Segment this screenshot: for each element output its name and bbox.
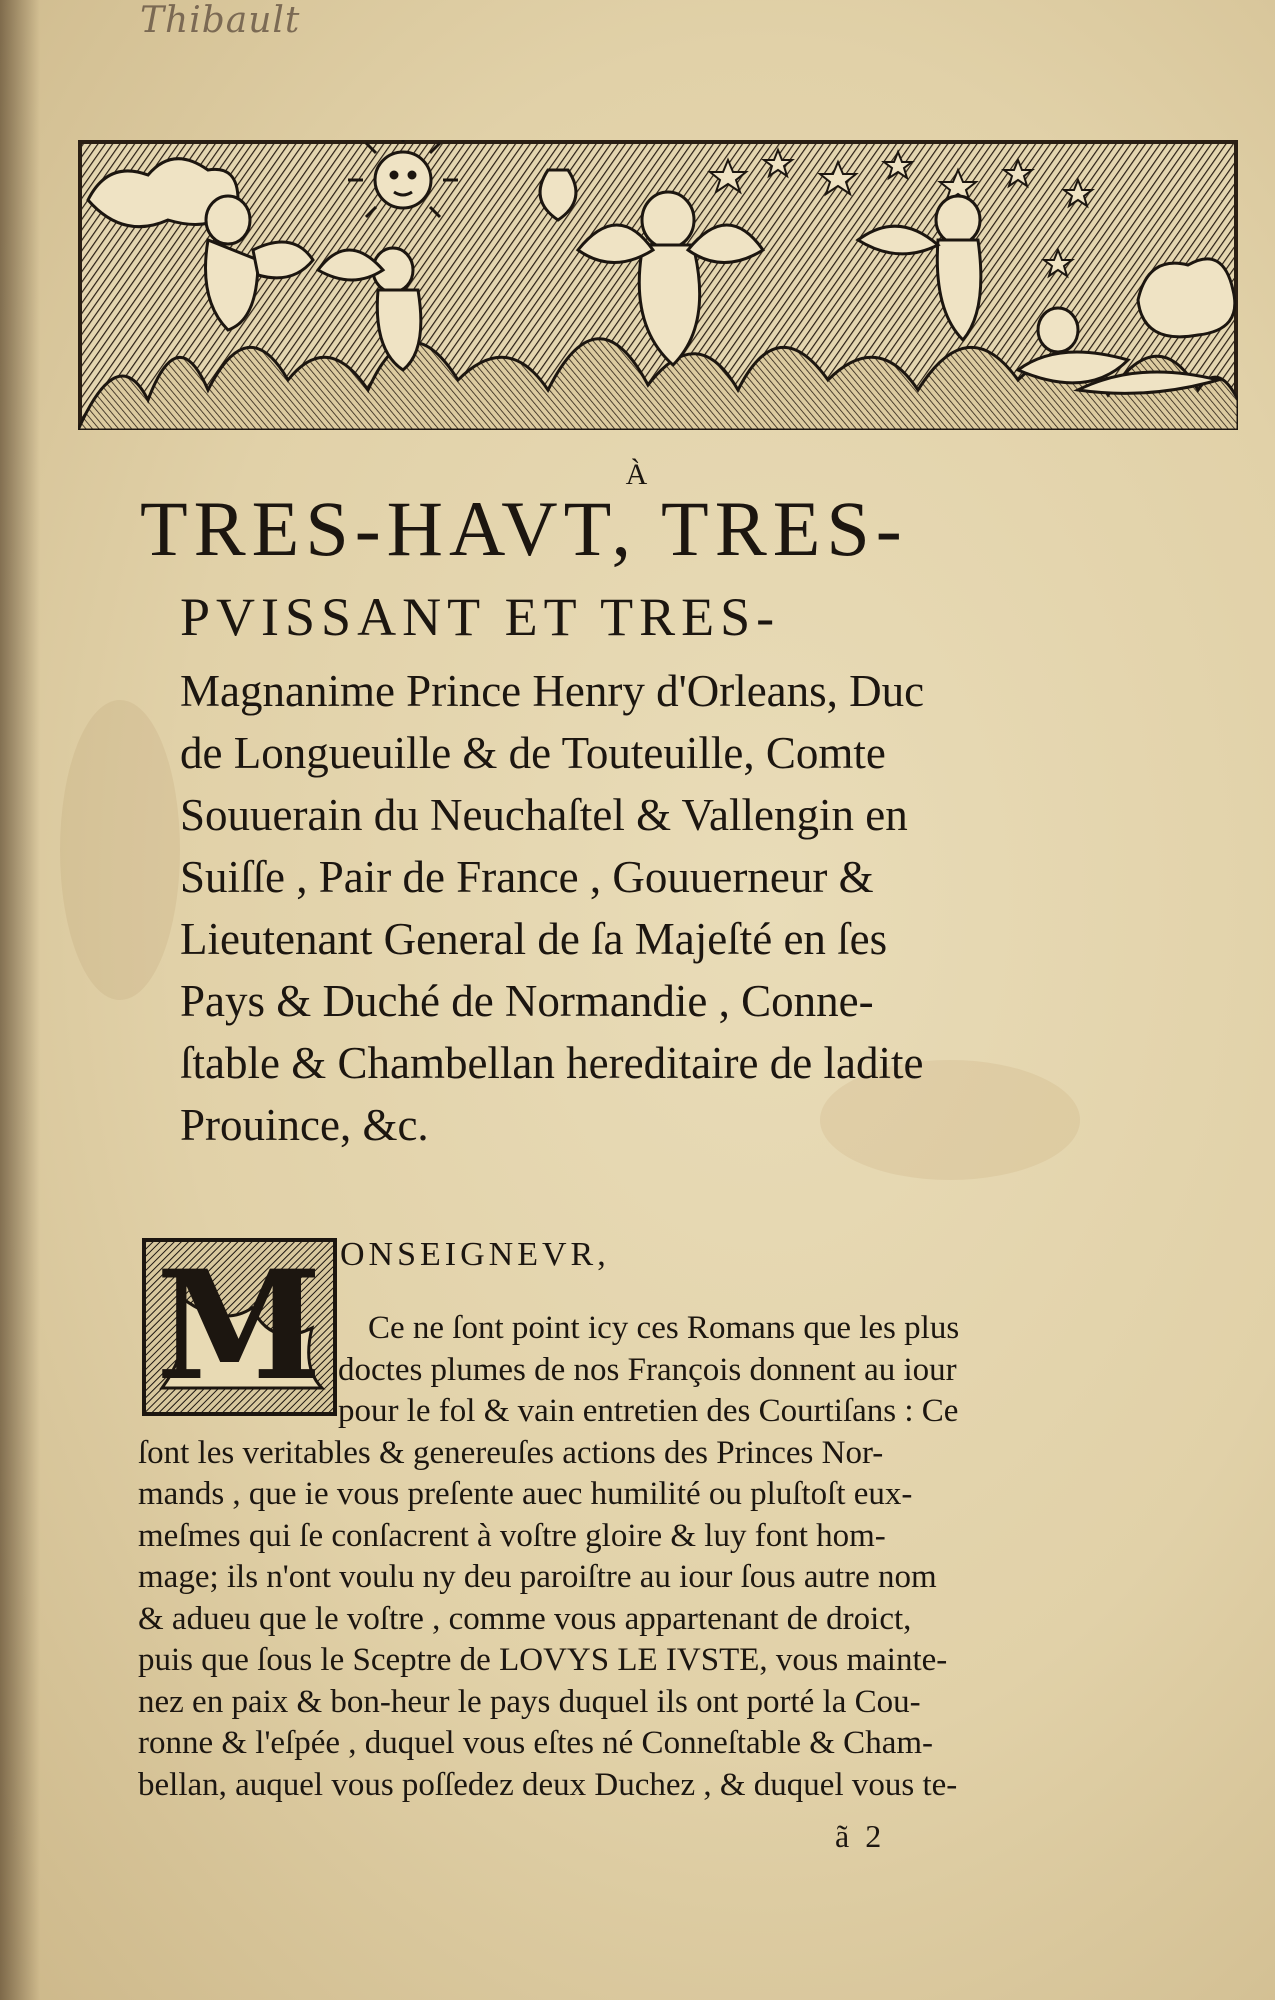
body-line: nez en paix & bon-heur le pays duquel ils ont porté la Cou- (138, 1683, 921, 1720)
handwritten-signature: Thibault (140, 0, 301, 41)
body-line: bellan, auquel vous poſſedez deux Duchez , & duquel vous te- (138, 1766, 958, 1803)
body-line: meſmes qui ſe conſacrent à voſtre gloire & luy font hom- (138, 1517, 886, 1554)
body-line: ronne & l'eſpée , duquel vous eſtes né Conneſtable & Cham- (138, 1725, 933, 1761)
title-line-1: TRES-HAVT, TRES- (140, 485, 908, 572)
dedication-line: ſtable & Chambellan hereditaire de ladite (180, 1038, 924, 1088)
body-line: mands , que ie vous preſente auec humilité ou pluſtoſt eux- (138, 1476, 913, 1512)
body-text (138, 1308, 1063, 1806)
dedication-preposition: À (625, 458, 650, 491)
dedication-line: Souuerain du Neuchaſtel & Vallengin en (180, 790, 908, 840)
dedication-line: Prouince, &c. (180, 1100, 429, 1150)
body-line: ſont les veritables & genereuſes actions des Princes Nor- (138, 1434, 884, 1471)
svg-text:M: M (155, 1238, 323, 1414)
dedication-line: Magnanime Prince Henry d'Orleans, Duc (180, 666, 925, 716)
dedication-line: Suiſſe , Pair de France , Gouuerneur & (180, 852, 874, 902)
body-line: mage; ils n'ont voulu ny deu paroiſtre au iour ſous autre nom (138, 1559, 937, 1595)
dedication-line: Pays & Duché de Normandie , Conne- (180, 976, 874, 1026)
body-line: Ce ne ſont point icy ces Romans que les plus (368, 1310, 960, 1346)
signature-mark: ã 2 (835, 1818, 886, 1854)
salutation: ONSEIGNEVR, (340, 1236, 610, 1273)
body-line: & adueu que le voſtre , comme vous appartenant de droict, (138, 1600, 912, 1637)
paper-stain (60, 700, 180, 1000)
woodcut-ornament-banner (78, 140, 1238, 430)
body-line: pour le fol & vain entretien des Courtiſans : Ce (338, 1393, 959, 1429)
dedication-line: de Longueuille & de Touteuille, Comte (180, 728, 886, 778)
page-gutter-shadow (0, 0, 40, 2000)
title-line-2: PVISSANT ET TRES- (180, 587, 781, 647)
body-line: doctes plumes de nos François donnent au iour (338, 1351, 957, 1388)
dedication-text (180, 660, 1080, 1156)
body-line: puis que ſous le Sceptre de LOVYS LE IVSTE, vous mainte- (138, 1642, 948, 1678)
dedication-line: Lieutenant General de ſa Majeſté en ſes (180, 914, 888, 964)
